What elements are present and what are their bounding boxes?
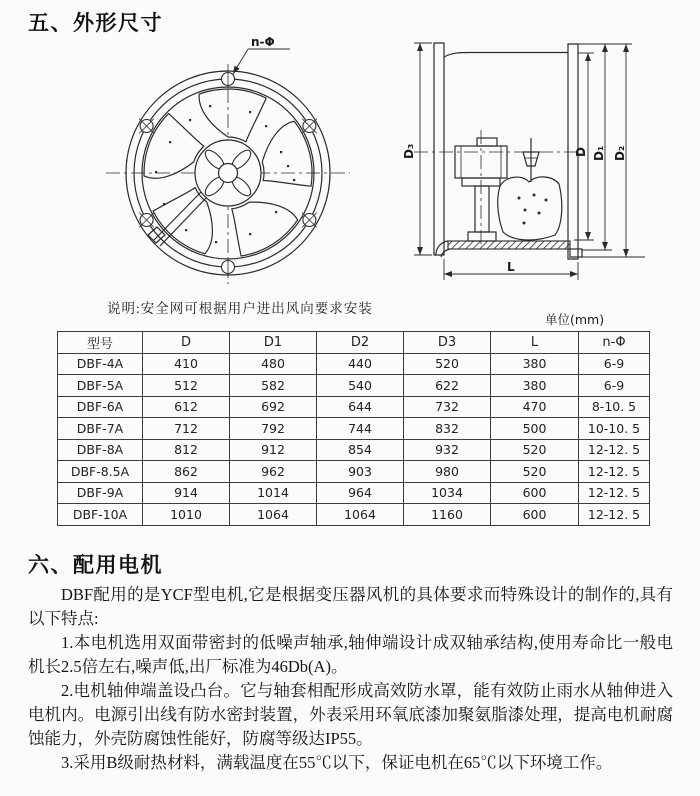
col-n-phi: n-Φ (579, 332, 650, 354)
table-row: DBF-10A 1010 1064 1064 1160 600 12-12. 5 (58, 504, 650, 526)
fan-front-view-drawing (98, 34, 366, 296)
motor-point-1: 1.本电机选用双面带密封的低噪声轴承,轴伸端设计成双轴承结构,使用寿命比一般电机长2.5倍左右,噪声低,出厂标准为46Db(A)。 (28, 633, 673, 676)
d2-label: D₂ (613, 145, 627, 161)
section5-heading: 五、外形尺寸 (28, 11, 163, 35)
motor-intro: DBF配用的是YCF型电机,它是根据变压器风机的具体要求而特殊设计的制作的,具有以下特点: (28, 585, 673, 628)
dimension-d3 (402, 43, 432, 255)
col-l: L (491, 332, 579, 354)
table-row: DBF-6A 612 692 644 732 470 8-10. 5 (58, 396, 650, 418)
table-row: DBF-8.5A 862 962 903 980 520 12-12. 5 (58, 461, 650, 483)
table-row: DBF-8A 812 912 854 932 520 12-12. 5 (58, 439, 650, 461)
table-header-row (58, 332, 650, 354)
motor-point-2: 2.电机轴伸端盖设凸台。它与轴套相配形成高效防水罩，能有效防止雨水从轴伸进入电机内。电源引出线有防水密封装置，外表采用环氧底漆加聚氨脂漆处理，提高电机耐腐蚀能力，外壳防腐蚀性能好，防腐等级达IP55。 (28, 681, 673, 748)
bolt-hole-callout (233, 35, 290, 74)
model-cell: DBF-7A (58, 418, 143, 440)
unit-label: 单位(mm) (545, 312, 605, 327)
model-cell: DBF-10A (58, 504, 143, 526)
l-label: L (507, 260, 515, 274)
table-row: DBF-7A 712 792 744 832 500 10-10. 5 (58, 418, 650, 440)
col-d1: D1 (230, 332, 317, 354)
d3-label: D₃ (402, 143, 416, 159)
model-cell: DBF-6A (58, 396, 143, 418)
col-d3: D3 (404, 332, 491, 354)
dimension-l (444, 259, 578, 280)
hole-count-label: n-Φ (251, 35, 275, 49)
casing (434, 43, 578, 259)
section6-heading: 六、配用电机 (28, 553, 163, 577)
table-row: DBF-5A 512 582 540 622 380 6-9 (58, 375, 650, 397)
model-cell: DBF-9A (58, 482, 143, 504)
d-label: D (574, 147, 588, 157)
base-floor (436, 241, 582, 257)
model-cell: DBF-8A (58, 439, 143, 461)
dimension-d (574, 53, 594, 240)
model-cell: DBF-4A (58, 353, 143, 375)
table-row: DBF-4A 410 480 440 520 380 6-9 (58, 353, 650, 375)
model-cell: DBF-5A (58, 375, 143, 397)
dimensions-table (57, 331, 650, 526)
installation-note: 说明:安全网可根据用户进出风向要求安装 (107, 301, 373, 316)
motor-point-3: 3.采用B级耐热材料，满载温度在55℃以下，保证电机在65℃以下环境工作。 (61, 753, 613, 772)
hub (195, 140, 261, 206)
support-strut (148, 192, 207, 246)
col-model: 型号 (58, 332, 143, 354)
model-cell: DBF-8.5A (58, 461, 143, 483)
col-d: D (143, 332, 230, 354)
d1-label: D₁ (592, 145, 606, 161)
fan-side-view-drawing (398, 26, 690, 308)
col-d2: D2 (317, 332, 404, 354)
table-row: DBF-9A 914 1014 964 1034 600 12-12. 5 (58, 482, 650, 504)
motor-section-body (28, 583, 673, 775)
